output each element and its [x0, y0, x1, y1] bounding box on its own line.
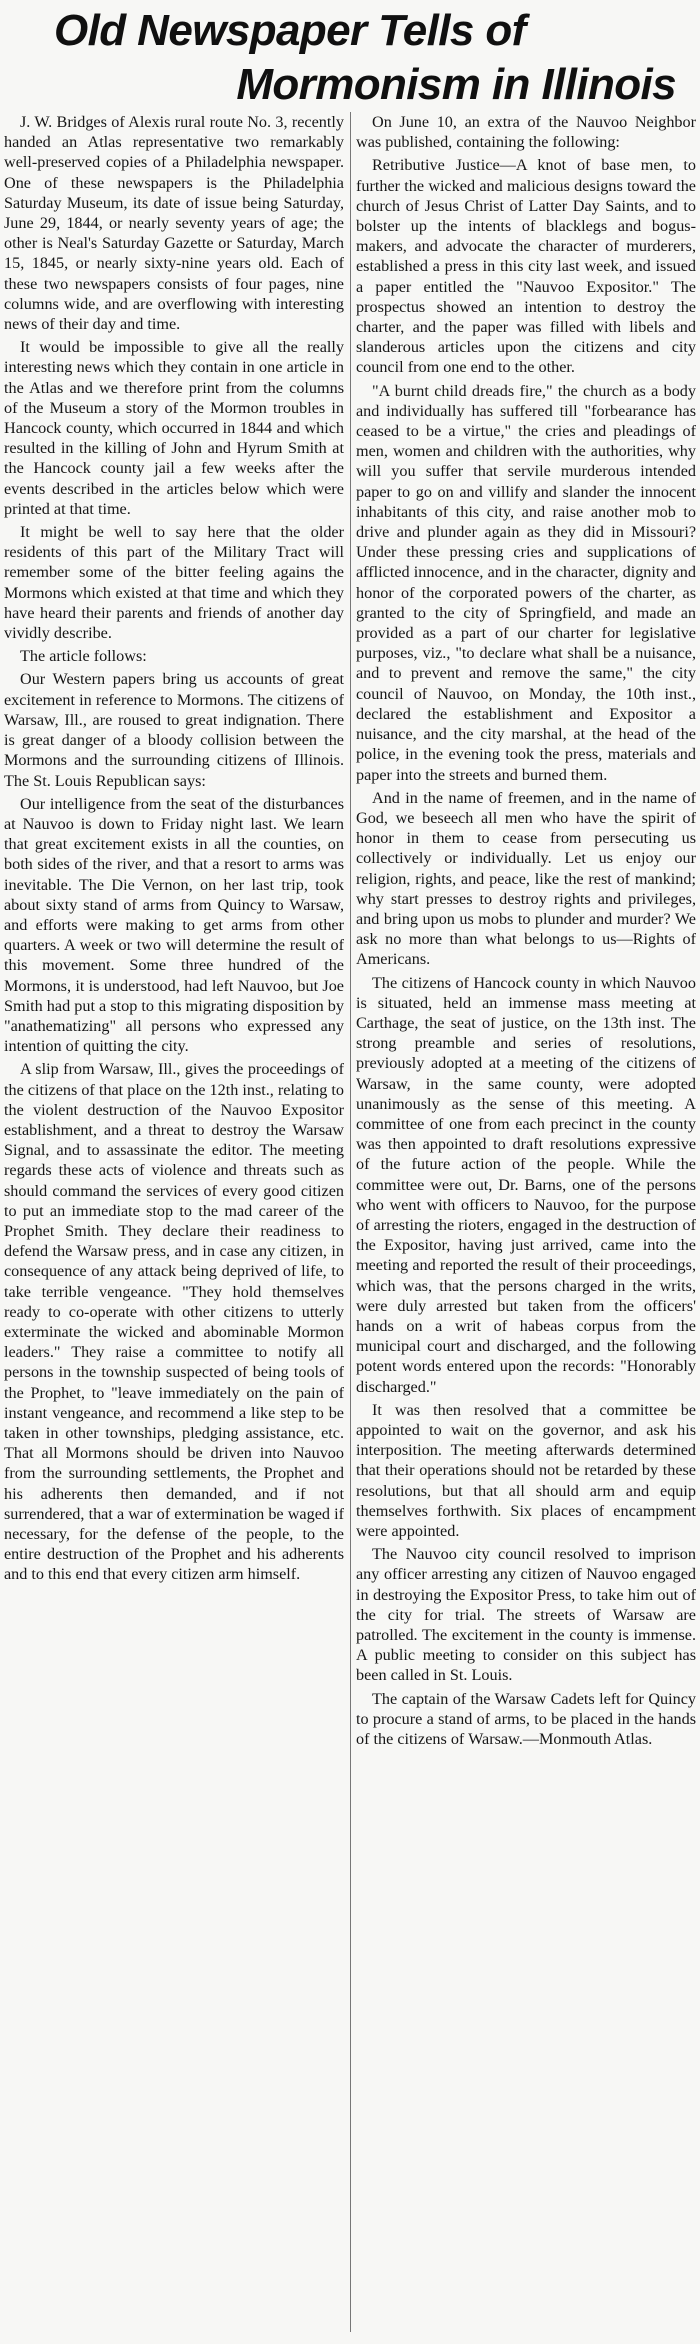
- paragraph-retributive-justice: Retributive Justice—A knot of base men, to further the wicked and malicious designs toward the church of Jesus Christ of Latter Day Saints, and to bolster up the intents of blacklegs and bogus-makers, and advocate the character of murderers, established a press in this city last week, and issued a paper entitled the "Nauvoo Expositor." The prospectus showed an intention to destroy the charter, and the paper was filled with libels and slanderous articles upon the citizens and city council from one end to the other.: [356, 156, 696, 377]
- right-column: [356, 112, 696, 2344]
- paragraph-intro: J. W. Bridges of Alexis rural route No. 3, recently handed an Atlas representative two remarkably well-preserved copies of a Philadelphia newspaper. One of these newspapers is the Philadelphia Saturday Museum, its date of issue being Saturday, June 29, 1844, or nearly seventy years of age; the other is Neal's Saturday Gazette or Saturday, March 15, 1845, or nearly sixty-nine years old. Each of these two newspapers consists of four pages, nine columns wide, and are overflowing with interesting news of their day and time.: [4, 113, 344, 334]
- paragraph-western-papers: Our Western papers bring us accounts of great excitement in reference to Mormons. The citizens of Warsaw, Ill., are roused to great indignation. There is great danger of a bloody collision between the Mormons and the surrounding citizens of Illinois. The St. Louis Republican says:: [4, 670, 344, 790]
- paragraph-nauvoo-neighbor-extra: On June 10, an extra of the Nauvoo Neighbor was published, containing the following:: [356, 113, 696, 152]
- paragraph-committee-governor: It was then resolved that a committee be appointed to wait on the governor, and ask his interposition. The meeting afterwards determined that their operations should not be retarded by these resolutions, but that all should arm and equip themselves forthwith. Six places of encampment were appointed.: [356, 1400, 696, 1541]
- left-column: [4, 112, 344, 2344]
- headline-line-2: Mormonism in Illinois: [236, 60, 676, 109]
- paragraph-hancock-mass-meeting: The citizens of Hancock county in which Nauvoo is situated, held an immense mass meeting at Carthage, the seat of justice, on the 13th inst. The strong preamble and series of resolutions, previously adopted at a meeting of the citizens of Warsaw, in the same county, were adopted unanimously as the sense of this meeting. A committee of one from each precinct in the county was then appointed to draft resolutions expressive of the future action of the people. While the committee were out, Dr. Barns, one of the persons who went with officers to Nauvoo, for the purpose of arresting the rioters, engaged in the destruction of the Expositor, having just arrived, came into the meeting and reported the result of their proceedings, which was, that the persons charged in the writs, were duly arrested but taken from the officers' hands on a writ of habeas corpus from the municipal court and discharged, and the following potent words entered upon the records: "Honorably discharged.": [356, 973, 696, 1396]
- paragraph-slip-from-warsaw: A slip from Warsaw, Ill., gives the proceedings of the citizens of that place on the 12th inst., relating to the violent destruction of the Nauvoo Expositor establishment, and a threat to destroy the Warsaw Signal, and to assassinate the editor. The meeting regards these acts of violence and threats such as should command the services of every good citizen to put an immediate stop to the mad career of the Prophet Smith. They declare their readiness to defend the Warsaw press, and in case any citizen, in consequence of any attack being deprived of life, to take terrible vengeance. "They hold themselves ready to co-operate with other citizens to utterly exterminate the wicked and abominable Mormon leaders." They raise a committee to notify all persons in the township suspected of being tools of the Prophet, to "leave immediately on the pain of instant vengeance, and recommend a like step to be taken in other townships, pledging assistance, etc. That all Mormons should be driven into Nauvoo from the surrounding settlements, the Prophet and his adherents then demanded, and if not surrendered, that a war of extermination be waged if necessary, for the defense of the people, to the entire destruction of the Prophet and his adherents and to this end that every citizen arm himself.: [4, 1060, 344, 1584]
- headline-line-1: Old Newspaper Tells of: [54, 6, 526, 55]
- paragraph-impossible-to-give: It would be impossible to give all the really interesting news which they contain in one article in the Atlas and we therefore print from the columns of the Museum a story of the Mormon troubles in Hancock county, which occurred in 1844 and which resulted in the killing of John and Hyrum Smith at the Hancock county jail a few weeks after the events described in the articles below which were printed at that time.: [4, 338, 344, 518]
- paragraph-warsaw-cadets: The captain of the Warsaw Cadets left for Quincy to procure a stand of arms, to be placed in the hands of the citizens of Warsaw.—Monmouth Atlas.: [356, 1689, 696, 1749]
- paragraph-burnt-child: "A burnt child dreads fire," the church as a body and individually has suffered till "forbearance has ceased to be a virtue," the cries and pleadings of men, women and children with the authorities, why will you suffer that servile murderous intended paper to go on and villify and slander the innocent inhabitants of this city, and raise another mob to drive and plunder again as they did in Missouri? Under these pressing cries and supplications of afflicted innocence, and in the character, dignity and honor of the corporated powers of the charter, as granted to the city of Springfield, and made an provided as a part of our charter for legislative purposes, viz., "to declare what shall be a nuisance, and to prevent and remove the same," the city council of Nauvoo, on Monday, the 10th inst., declared the establishment and Expositor a nuisance, and the city marshal, at the head of the police, in the evening took the press, materials and paper into the streets and burned them.: [356, 381, 696, 784]
- paragraph-intelligence: Our intelligence from the seat of the disturbances at Nauvoo is down to Friday night last. We learn that great excitement exists in all the counties, on both sides of the river, and that a resort to arms was inevitable. The Die Vernon, on her last trip, took about sixty stand of arms from Quincy to Warsaw, and efforts were making to get arms from other quarters. A week or two will determine the result of this movement. Some three hundred of the Mormons, it is understood, had left Nauvoo, but Joe Smith had put a stop to this migrating disposition by "anathematizing" all persons who expressed any intention of quitting the city.: [4, 794, 344, 1056]
- paragraph-name-of-freemen: And in the name of freemen, and in the name of God, we beseech all men who have the spirit of honor in them to cease from persecuting us collectively or individually. Let us enjoy our religion, rights, and peace, like the rest of mankind; why start presses to destroy rights and privileges, and bring upon us mobs to plunder and murder? We ask no more than what belongs to us—Rights of Americans.: [356, 788, 696, 969]
- headline: [0, 0, 700, 112]
- column-divider: [350, 112, 351, 2332]
- paragraph-city-council-resolved: The Nauvoo city council resolved to imprison any officer arresting any citizen of Nauvoo engaged in destroying the Expositor Press, to take him out of the city for trial. The streets of Warsaw are patrolled. The excitement in the county is immense. A public meeting to consider on this subject has been called in St. Louis.: [356, 1545, 696, 1685]
- paragraph-older-residents: It might be well to say here that the older residents of this part of the Military Tract will remember some of the bitter feeling agains the Mormons which existed at that time and which they have heard their parents and friends of another day vividly describe.: [4, 523, 344, 643]
- paragraph-article-follows: The article follows:: [20, 647, 147, 666]
